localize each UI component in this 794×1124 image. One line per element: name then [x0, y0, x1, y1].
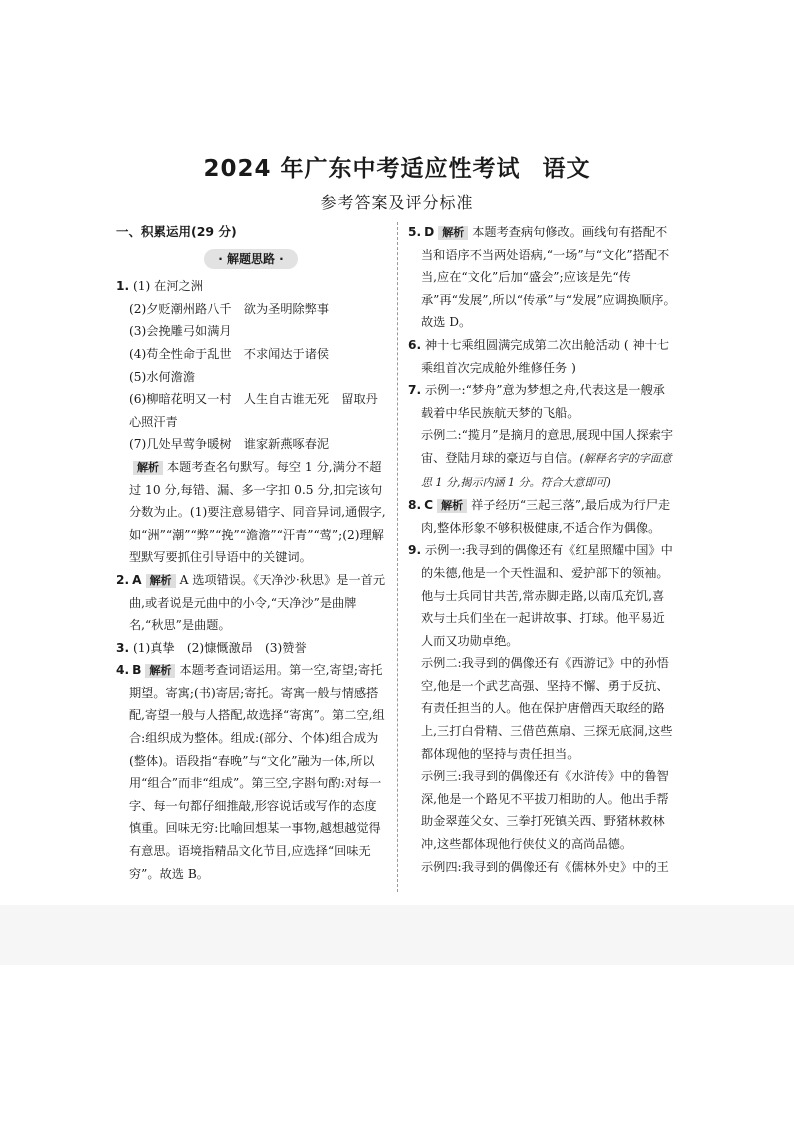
analysis-body: 祥子经历“三起三落”,最后成为行尸走肉,整体形象不够积极健康,不适合作为偶像。 — [421, 498, 671, 535]
analysis-tag: 解析 — [133, 461, 163, 475]
right-column — [408, 221, 676, 878]
answer-line: (4)苟全性命于乱世 不求闻达于诸侯 — [129, 346, 330, 361]
page-subtitle: 参考答案及评分标准 — [320, 193, 474, 212]
example-text: 示例二:我寻到的偶像还有《西游记》中的孙悟空,他是一个武艺高强、坚持不懈、勇于反抗、有责任担当的人。他在保护唐僧西天取经的路上,三打白骨精、三借芭蕉扇、三探无底洞,这些都体现他的坚持与责任担当。 — [421, 656, 673, 761]
answer-line: (6)柳暗花明又一村 人生自古谁无死 留取丹心照汗青 — [129, 392, 378, 429]
question-number: 3. — [116, 640, 130, 655]
answer-line: (1)真挚 (2)慷慨激昂 (3)赞誉 — [133, 640, 307, 655]
example-text: 示例一:我寻到的偶像还有《红星照耀中国》中的朱德,他是一个天性温和、爱护部下的领袖。他与士兵同甘共苦,常赤脚走路,以南瓜充饥,喜欢与士兵们坐在一起讲故事、打球。他平易近人而又功勋卓绝。 — [421, 543, 673, 648]
question-number: 9. — [408, 543, 422, 558]
scoring-note: (解释名字的字面意思 1 分,揭示内涵 1 分。符合大意即可) — [421, 451, 672, 489]
answer-letter: D — [424, 225, 435, 239]
answer-letter: B — [132, 663, 142, 678]
example-text: 示例四:我寻到的偶像还有《儒林外史》中的王 — [421, 859, 669, 874]
example-text: 示例一:“梦舟”意为梦想之舟,代表这是一艘承载着中华民族航天梦的飞船。 — [421, 383, 665, 420]
answer-line: (5)水何澹澹 — [129, 369, 196, 384]
idea-label: · 解题思路 · — [204, 249, 297, 269]
question-number: 4. — [116, 663, 130, 678]
question-5 — [408, 221, 676, 334]
question-1 — [116, 275, 386, 298]
answer-line: (2)夕贬潮州路八千 欲为圣明除弊事 — [129, 301, 330, 316]
analysis-tag: 解析 — [145, 664, 175, 678]
answer-line: (7)几处早莺争暖树 谁家新燕啄春泥 — [129, 437, 330, 452]
answer-line: (3)会挽雕弓如满月 — [129, 324, 232, 339]
question-number: 2. — [116, 572, 130, 587]
example-body: 示例二:“揽月”是摘月的意思,展现中国人探索宇宙、登陆月球的豪迈与自信。 — [421, 428, 674, 465]
question-number: 8. — [408, 498, 422, 513]
question-3 — [116, 637, 386, 660]
question-4 — [116, 659, 386, 885]
example-text: 示例三:我寻到的偶像还有《水浒传》中的鲁智深,他是一个路见不平拔刀相助的人。他出手帮助金翠莲父女、三拳打死镇关西、野猪林救林冲,这些都体现他行侠仗义的高尚品德。 — [421, 769, 669, 852]
question-number: 7. — [408, 383, 422, 398]
analysis-tag: 解析 — [437, 499, 467, 513]
subject-text: 语文 — [542, 156, 591, 182]
answer-line: (1) 在河之洲 — [133, 279, 203, 294]
question-9 — [408, 539, 676, 652]
answer-line: 神十七乘组圆满完成第二次出舱活动 ( 神十七乘组首次完成舱外维修任务 ) — [421, 337, 670, 375]
question-number: 6. — [408, 337, 422, 352]
question-8 — [408, 494, 676, 539]
analysis-body: 本题考查病句修改。画线句有搭配不当和语序不当两处语病,“一场”与“文化”搭配不当,应在“文化”后加“盛会”;应该是先“传承”再“发展”,所以“传承”与“发展”应调换顺序。故选 D。 — [421, 225, 676, 330]
analysis-tag: 解析 — [146, 574, 176, 588]
analysis-tag: 解析 — [438, 226, 468, 240]
question-number: 1. — [116, 279, 130, 294]
analysis-body: A 选项错误。《天净沙·秋思》是一首元曲,或者说是元曲中的小令,“天净沙”是曲牌名,“秋思”是曲题。 — [129, 572, 386, 633]
analysis-text — [116, 456, 386, 569]
column-divider — [397, 222, 398, 892]
question-7 — [408, 379, 676, 424]
question-2 — [116, 569, 386, 637]
scan-shadow-band — [0, 905, 794, 965]
idea-banner — [116, 248, 386, 271]
section-heading: 一、积累运用(29 分) — [116, 224, 237, 239]
example-text — [408, 424, 676, 494]
left-column — [116, 221, 386, 885]
answer-letter: C — [424, 498, 434, 513]
analysis-body: 本题考查词语运用。第一空,寄望;寄托期望。寄寓;(书)寄居;寄托。寄寓一般与情感搭配,寄望一般与人搭配,故选择“寄寓”。第二空,组合:组织成为整体。组成:(部分、个体)组合成为(整体)。语段指“春晚”与“文化”融为一体,所以用“组合”而非“组成”。第三空,字斟句酌:对每一字、每一句都仔细推敲,形容说话或写作的态度慎重。回味无穷:比喻回想某一事物,越想越觉得有意思。语境指精品文化节目,应选择“回味无穷”。故选 B。 — [129, 663, 385, 881]
question-number: 5. — [408, 225, 422, 239]
answer-letter: A — [132, 572, 142, 587]
analysis-body: 本题考查名句默写。每空 1 分,满分不超过 10 分,每错、漏、多一字扣 0.5 分,扣完该句分数为止。(1)要注意易错字、同音异词,通假字,如“洲”“潮”“弊”“挽”“澹澹”“汗青”“莺”;(2)理解型默写要抓住引导语中的关键词。 — [129, 459, 386, 565]
title-text: 2024 年广东中考适应性考试 — [203, 156, 521, 182]
page-title — [0, 150, 794, 183]
question-6 — [408, 334, 676, 379]
